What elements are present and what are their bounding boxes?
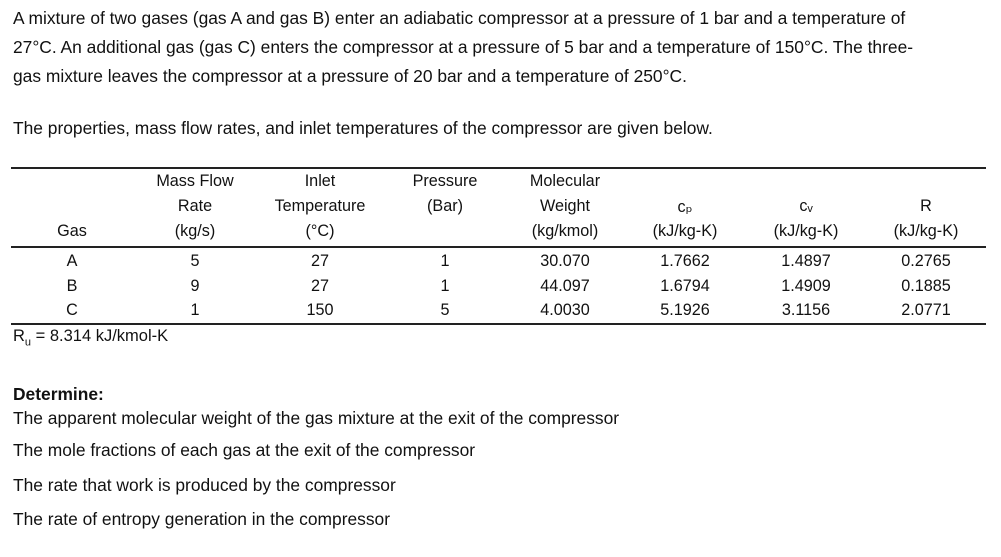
determine-item: The rate of entropy generation in the compressor (13, 509, 391, 529)
determine-item: The mole fractions of each gas at the exit of the compressor (13, 440, 476, 460)
universal-gas-constant (13, 327, 168, 348)
table-bottom-rule (11, 323, 986, 325)
table-cell-inlet-temp: 150 (306, 301, 334, 319)
table-cell-inlet-temp: 27 (310, 252, 329, 270)
table-cell-molecular-weight: 4.0030 (540, 301, 590, 319)
table-cell-cp: 5.1926 (660, 301, 710, 319)
intro-line: 27°C. An additional gas (gas C) enters the compressor at a pressure of 5 bar and a temperature of 150°C. The three- (13, 37, 914, 57)
table-cell-cp: 1.7662 (660, 252, 710, 270)
header-cp: (kJ/kg-K) (652, 222, 718, 240)
header-mass-flow: Rate (177, 197, 213, 215)
problem-intro (13, 4, 993, 91)
header-mass-flow: (kg/s) (174, 222, 216, 240)
table-cell-gas: A (66, 252, 78, 270)
table-cell-cv: 1.4897 (781, 252, 831, 270)
table-cell-pressure: 5 (440, 301, 450, 319)
determine-item: The rate that work is produced by the compressor (13, 475, 396, 495)
header-inlet-temp: Inlet (304, 172, 336, 190)
header-pressure: (Bar) (427, 197, 463, 215)
intro-line: gas mixture leaves the compressor at a pressure of 20 bar and a temperature of 250°C. (13, 66, 687, 86)
ru-subscript: u (24, 336, 32, 349)
ru-symbol: R (13, 327, 25, 345)
header-cp: cₚ (677, 198, 693, 216)
table-cell-inlet-temp: 27 (310, 277, 329, 295)
table-top-rule (11, 167, 986, 169)
table-cell-pressure: 1 (440, 252, 450, 270)
header-molecular-weight: Weight (539, 197, 591, 215)
table-cell-cv: 1.4909 (781, 277, 831, 295)
determine-item: The apparent molecular weight of the gas mixture at the exit of the compressor (13, 408, 620, 428)
properties-sentence: The properties, mass flow rates, and inlet temperatures of the compressor are given below. (13, 118, 713, 138)
ru-value: = 8.314 kJ/kmol-K (31, 327, 169, 345)
header-molecular-weight: Molecular (529, 172, 601, 190)
table-cell-molecular-weight: 30.070 (540, 252, 590, 270)
table-cell-r: 0.2765 (901, 252, 951, 270)
table-cell-mass-flow: 5 (190, 252, 200, 270)
table-cell-cv: 3.1156 (781, 301, 831, 319)
determine-heading: Determine: (13, 384, 104, 404)
table-cell-mass-flow: 9 (190, 277, 200, 295)
intro-line: A mixture of two gases (gas A and gas B) enter an adiabatic compressor at a pressure of 1 bar and a temperature of (13, 8, 906, 28)
table-cell-molecular-weight: 44.097 (540, 277, 590, 295)
table-cell-r: 0.1885 (901, 277, 951, 295)
header-cv: cᵥ (799, 197, 813, 215)
header-pressure: Pressure (412, 172, 478, 190)
table-cell-pressure: 1 (440, 277, 450, 295)
header-inlet-temp: (°C) (305, 222, 335, 240)
table-cell-gas: B (66, 277, 78, 295)
table-cell-mass-flow: 1 (190, 301, 200, 319)
header-mass-flow: Mass Flow (156, 172, 234, 190)
header-inlet-temp: Temperature (274, 197, 366, 215)
header-r: R (920, 197, 932, 215)
table-cell-r: 2.0771 (901, 301, 951, 319)
header-r: (kJ/kg-K) (893, 222, 959, 240)
table-cell-cp: 1.6794 (660, 277, 710, 295)
table-cell-gas: C (66, 301, 78, 319)
table-header-rule (11, 246, 986, 248)
header-gas: Gas (57, 222, 87, 240)
header-molecular-weight: (kg/kmol) (531, 222, 599, 240)
header-cv: (kJ/kg-K) (773, 222, 839, 240)
